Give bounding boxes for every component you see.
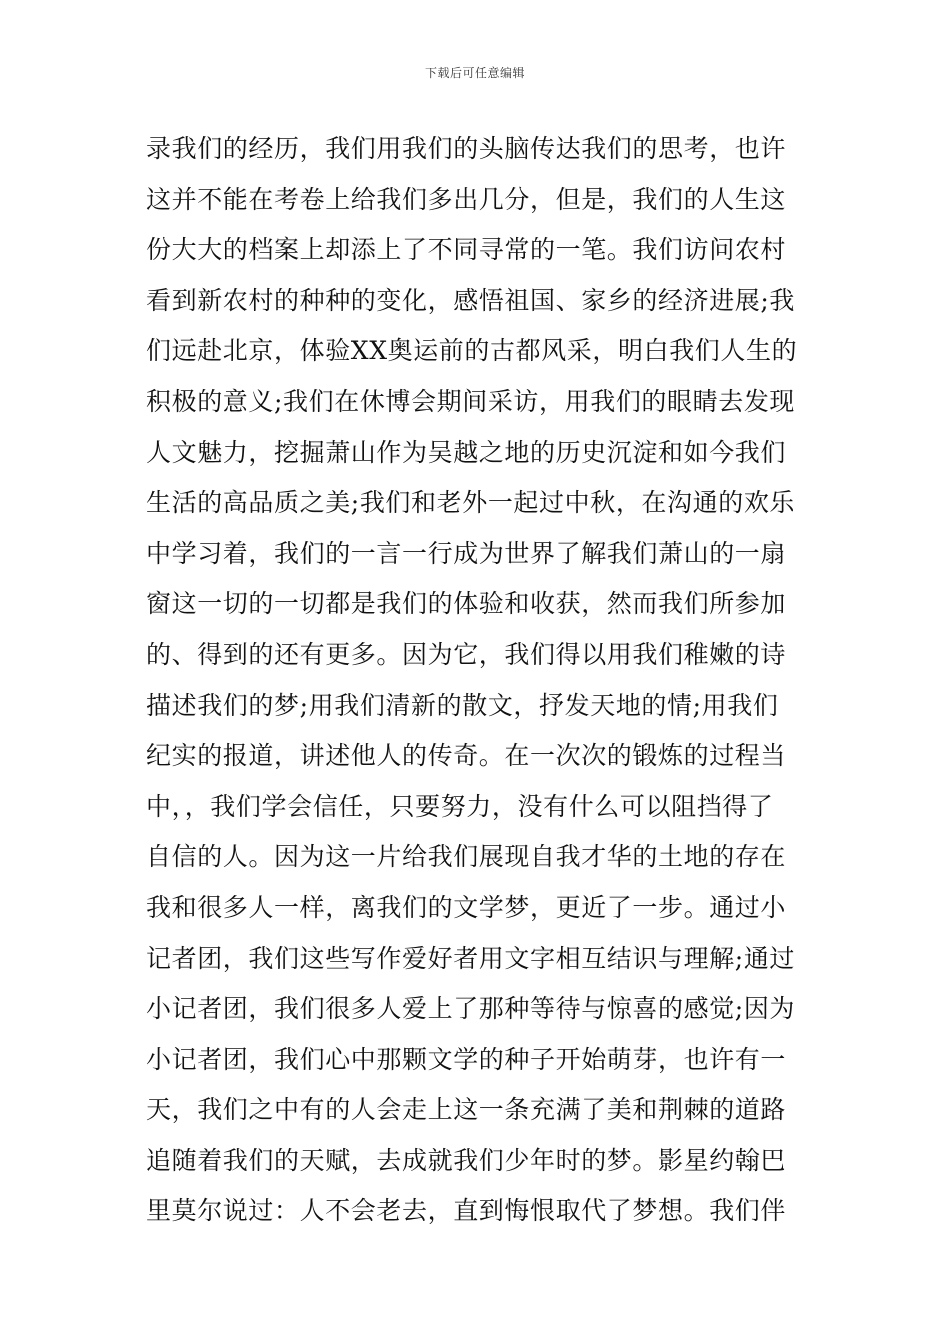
text-line: 记者团，我们这些写作爱好者用文字相互结识与理解;通过 [146,943,796,973]
text-line: 这并不能在考卷上给我们多出几分，但是，我们的人生这 [146,184,787,214]
text-line: 自信的人。因为这一片给我们展现自我才华的土地的存在 [146,842,787,872]
text-line: 追随着我们的天赋，去成就我们少年时的梦。影星约翰巴 [146,1145,787,1175]
text-line: 小记者团，我们心中那颗文学的种子开始萌芽，也许有一 [146,1044,787,1074]
text-line: 小记者团，我们很多人爱上了那种等待与惊喜的感觉;因为 [146,994,796,1024]
text-line: 积极的意义;我们在休博会期间采访，用我们的眼睛去发现 [146,386,796,416]
text-line: 人文魅力，挖掘萧山作为吴越之地的历史沉淀和如今我们 [146,437,787,467]
text-line: 窗这一切的一切都是我们的体验和收获，然而我们所参加 [146,589,787,619]
body-text [146,124,816,1237]
text-line: 纪实的报道，讲述他人的传奇。在一次次的锻炼的过程当 [146,741,787,771]
text-line: 的、得到的还有更多。因为它，我们得以用我们稚嫩的诗 [146,639,787,669]
text-line: 们远赴北京，体验XX奥运前的古都风采，明白我们人生的 [146,336,798,366]
text-line: 看到新农村的种种的变化，感悟祖国、家乡的经济进展;我 [146,285,796,315]
page-header: 下载后可任意编辑 [424,66,525,80]
text-line: 天，我们之中有的人会走上这一条充满了美和荆棘的道路 [146,1095,787,1125]
text-line: 录我们的经历，我们用我们的头脑传达我们的思考，也许 [146,134,787,163]
text-line: 生活的高品质之美;我们和老外一起过中秋，在沟通的欢乐 [146,488,796,518]
text-line: 我和很多人一样，离我们的文学梦，更近了一步。通过小 [146,892,787,922]
text-line: 中学习着，我们的一言一行成为世界了解我们萧山的一扇 [146,538,787,568]
text-line: 份大大的档案上却添上了不同寻常的一笔。我们访问农村 [146,235,787,265]
text-line: 里莫尔说过：人不会老去，直到悔恨取代了梦想。我们伴 [146,1196,787,1226]
text-line: 中，，我们学会信任，只要努力，没有什么可以阻挡得了 [146,791,774,821]
text-line: 描述我们的梦;用我们清新的散文，抒发天地的情;用我们 [146,690,779,720]
